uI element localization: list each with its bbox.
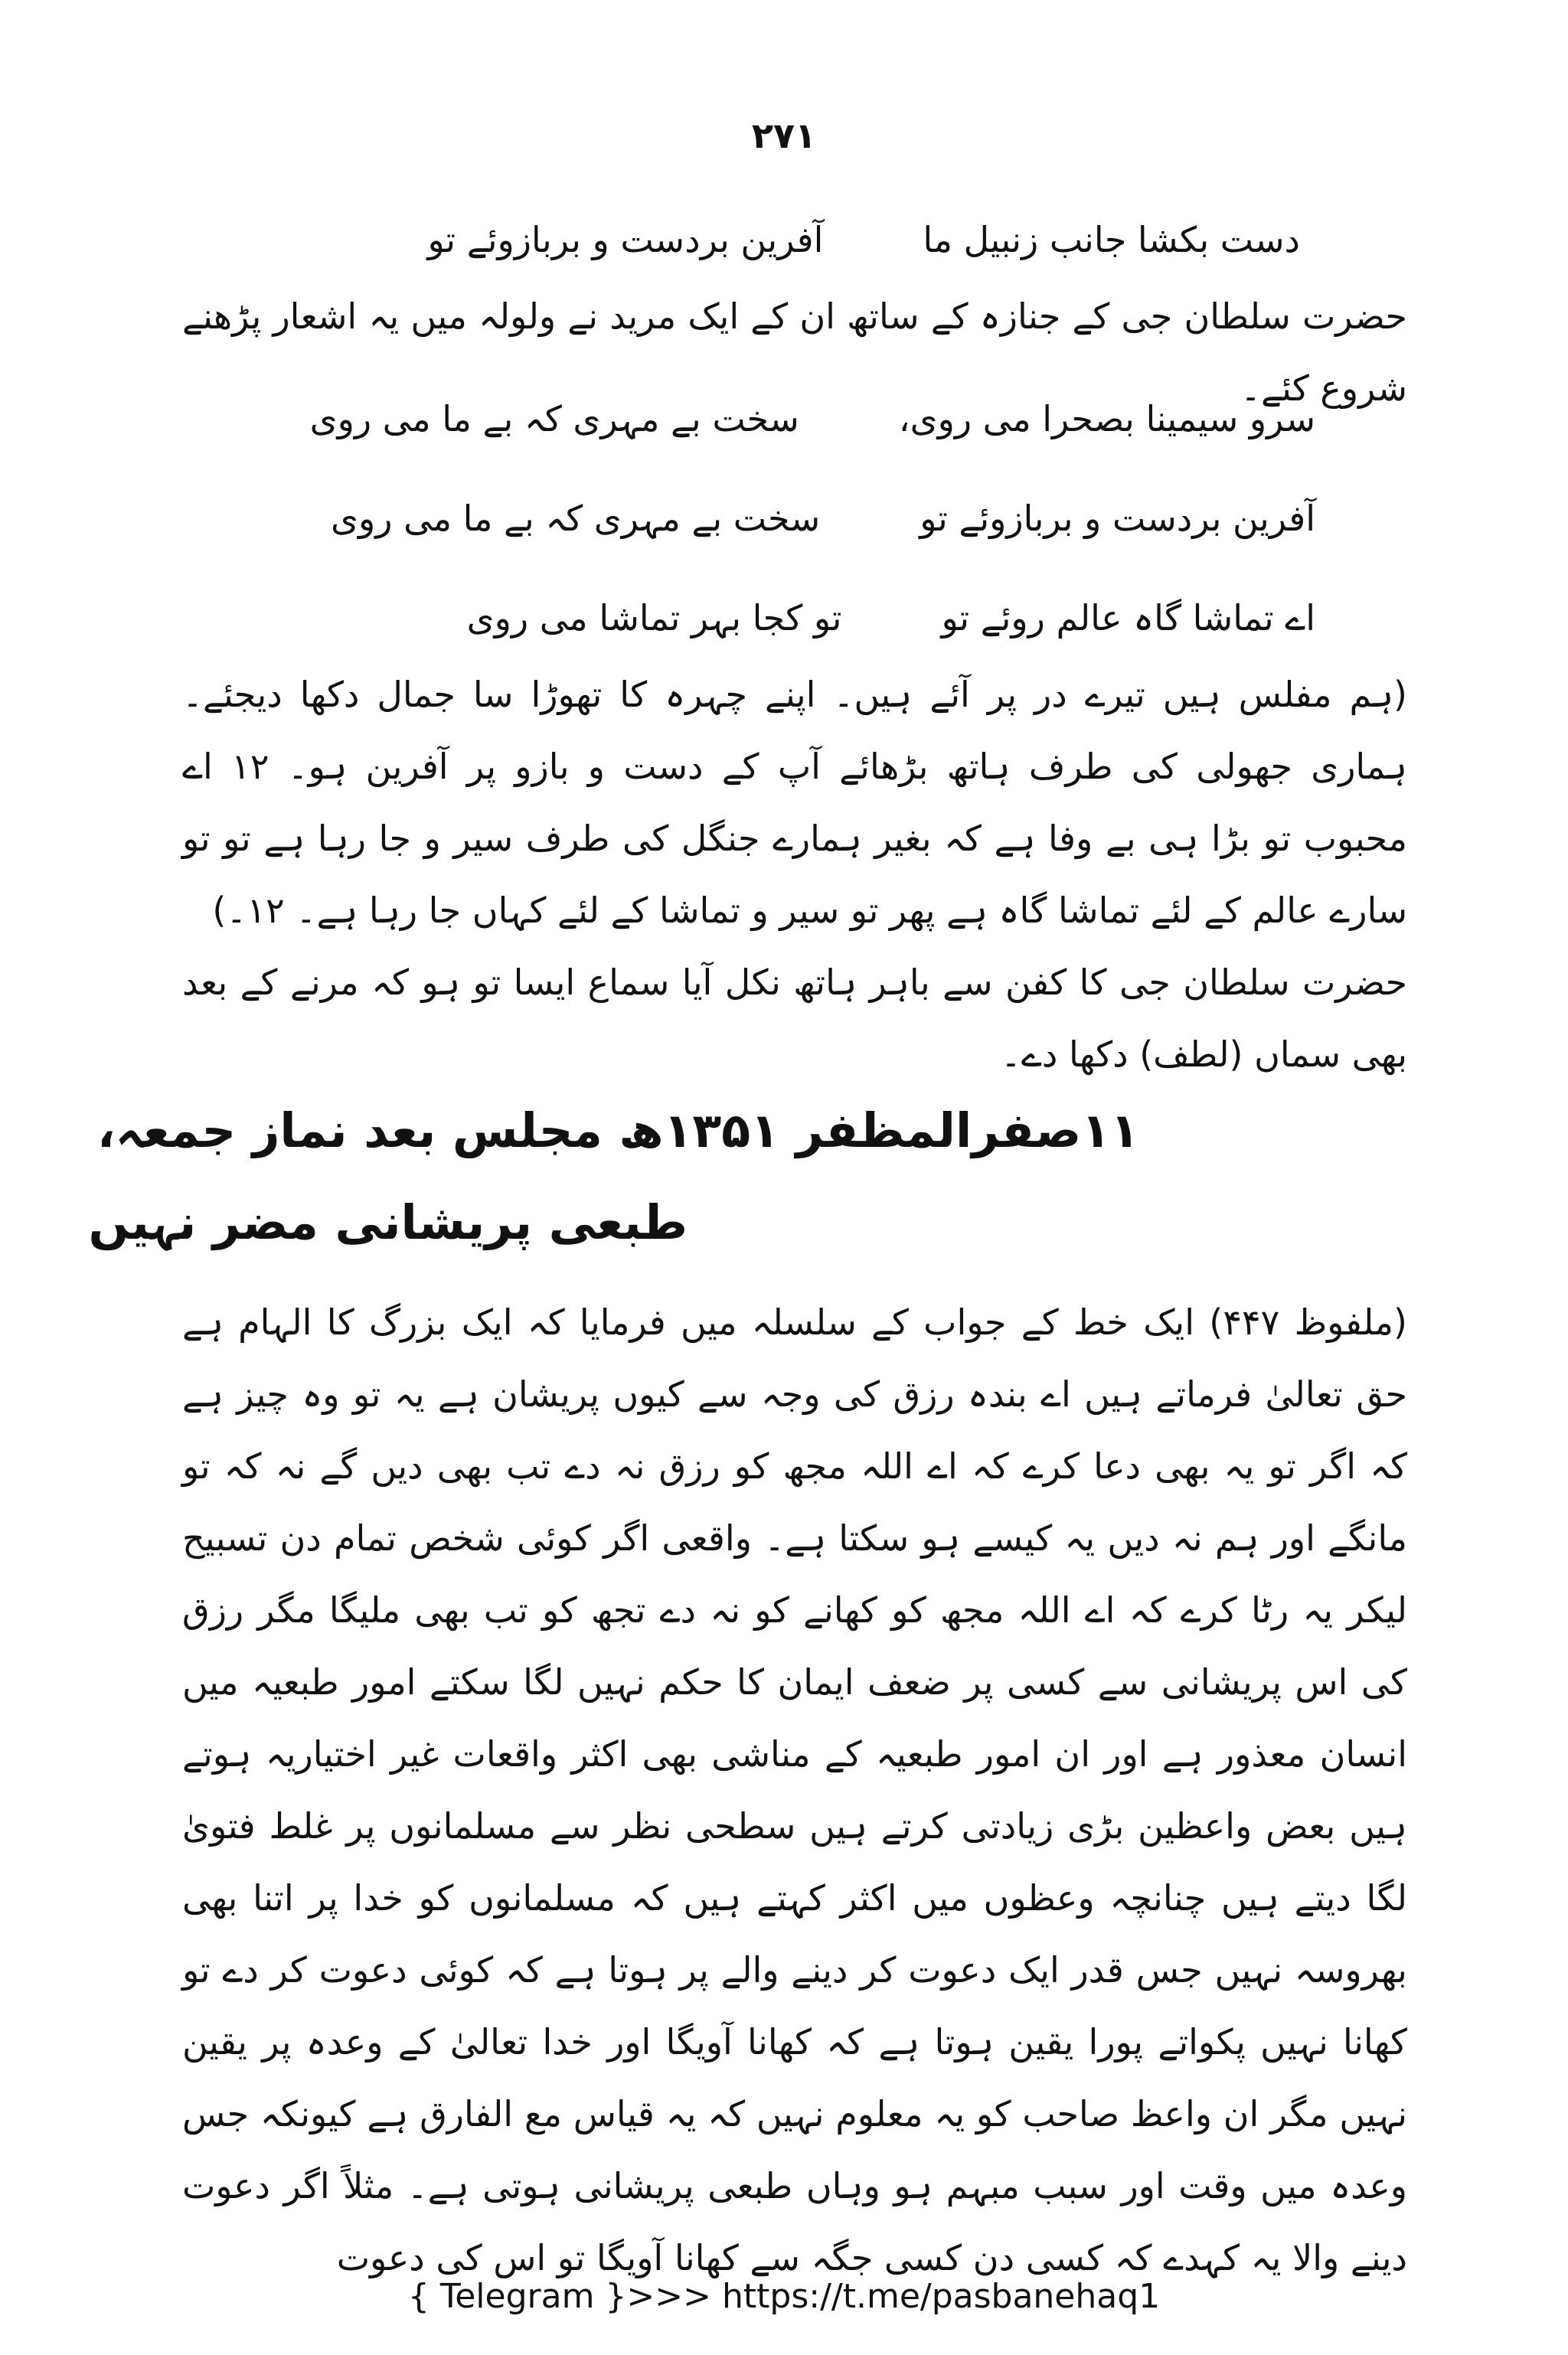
closing-paragraph: حضرت سلطان جی کا کفن سے باہر ہاتھ نکل آیا سماع ایسا تو ہو کہ مرنے کے بعد بھی سماں (لطف) دکھا دے۔ (182, 962, 1407, 1075)
intro-line: حضرت سلطان جی کے جنازہ کے ساتھ ان کے ایک مرید نے ولولہ میں یہ اشعار پڑھنے شروع کئے۔ (182, 296, 1407, 409)
verse-hemistich: تو کجا بہر تماشا می روی (466, 597, 842, 639)
verse-hemistich: اے تماشا گاہ عالم روئے تو (941, 597, 1315, 639)
verse-line (428, 219, 1300, 260)
verse-hemistich: سخت بے مہری کہ بے ما می روی (331, 498, 821, 539)
verse-hemistich: دست بکشا جانب زنبیل ما (923, 219, 1300, 260)
verse-line (331, 498, 1315, 539)
verse-hemistich: سخت بے مہری کہ بے ما می روی (309, 398, 799, 439)
translation-paragraph: (ہم مفلس ہیں تیرے در پر آئے ہیں۔ اپنے چہرہ کا تھوڑا سا جمال دکھا دیجئے۔ ہماری جھولی کی طرف ہاتھ بڑھائے آپ کے دست و بازو پر آفرین ہو۔ ۱۲ اے محبوب تو بڑا ہی بے وفا ہے کہ بغیر ہمارے جنگل کی طرف سیر و جا رہا ہے تو تو سارے عالم کے لئے تماشا گاہ ہے پھر تو سیر و تماشا کے لئے کہاں جا رہا ہے۔ ۱۲۔) (182, 674, 1407, 931)
main-paragraph: (ملفوظ ۴۴۷) ایک خط کے جواب کے سلسلہ میں فرمایا کہ ایک بزرگ کا الہام ہے حق تعالیٰ فرماتے ہیں اے بندہ رزق کی وجہ سے کیوں پریشان ہے یہ تو وہ چیز ہے کہ اگر تو یہ بھی دعا کرے کہ اے اللہ مجھ کو رزق نہ دے تب بھی دیں گے نہ کہ تو مانگے اور ہم نہ دیں یہ کیسے ہو سکتا ہے۔ واقعی اگر کوئی شخص تمام دن تسبیح لیکر یہ رٹا کرے کہ اے اللہ مجھ کو کھانے کو نہ دے تجھ کو تب بھی ملیگا مگر رزق کی اس پریشانی سے کسی پر ضعف ایمان کا حکم نہیں لگا سکتے امور طبعیہ میں انسان معذور ہے اور ان امور طبعیہ کے مناشی بھی اکثر واقعات غیر اختیاریہ ہوتے ہیں بعض واعظین بڑی زیادتی کرتے ہیں سطحی نظر سے مسلمانوں پر غلط فتویٰ لگا دیتے ہیں چنانچہ وعظوں میں اکثر کہتے ہیں کہ مسلمانوں کو خدا پر اتنا بھی بھروسہ نہیں جس قدر ایک دعوت کر دینے والے پر ہوتا ہے کہ کوئی دعوت کر دے تو کھانا نہیں پکواتے پورا یقین ہوتا ہے کہ کھانا آویگا اور خدا تعالیٰ کے وعدہ پر یقین نہیں مگر ان واعظ صاحب کو یہ معلوم نہیں کہ یہ قیاس مع الفارق ہے کیونکہ جس وعدہ میں وقت اور سبب مبہم ہو وہاں طبعی پریشانی ہوتی ہے۔ مثلاً اگر دعوت دینے والا یہ کہدے کہ کسی دن کسی جگہ سے کھانا آویگا تو اس کی دعوت (182, 1302, 1408, 2278)
verse-hemistich: آفرین بردست و بربازوئے تو (427, 219, 824, 260)
telegram-footer: { Telegram }>>> https://t.me/pasbanehaq1 (407, 2277, 1161, 2316)
verse-line (467, 597, 1315, 639)
verse-hemistich: سرو سیمینا بصحرا می روی، (898, 398, 1315, 439)
verse-line (310, 398, 1315, 439)
verse-hemistich: آفرین بردست و بربازوئے تو (920, 498, 1315, 539)
page-number: ۲۷۱ (751, 115, 817, 156)
session-heading: ۱۱صفرالمظفر ۱۳۵۱ھ مجلس بعد نماز جمعہ، (97, 1102, 1139, 1158)
section-heading: طبعی پریشانی مضر نہیں (88, 1194, 688, 1250)
